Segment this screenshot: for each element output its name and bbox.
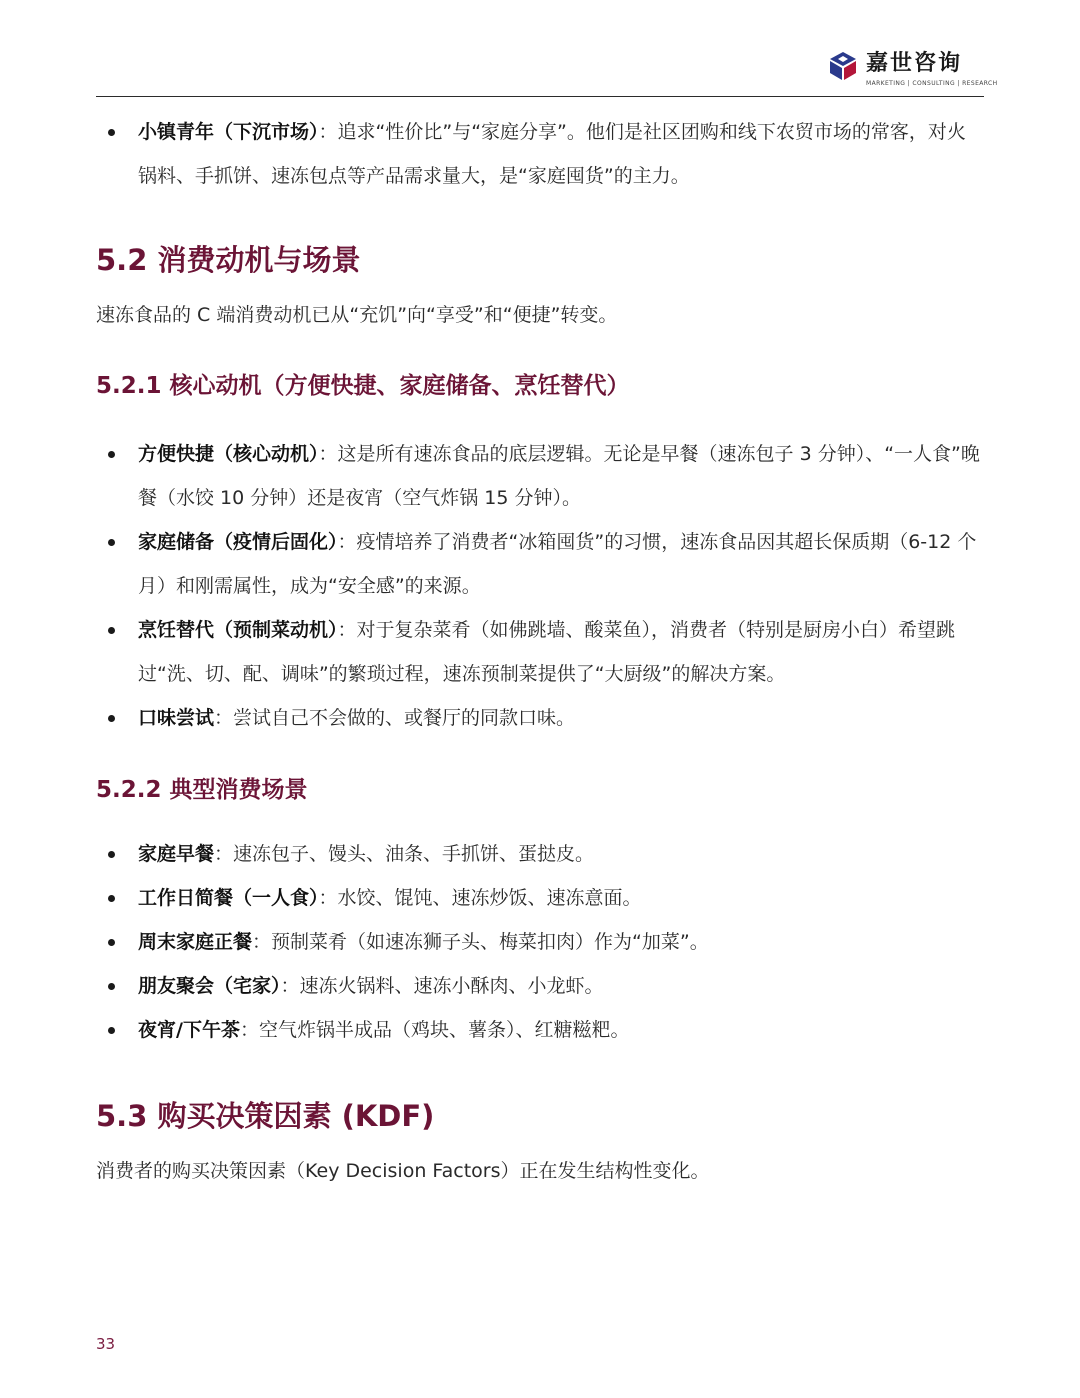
cube-logo-icon [826,50,860,82]
list-item-sep: ： [214,707,234,729]
section-intro-5-2: 速冻食品的 C 端消费动机已从“充饥”向“享受”和“便捷”转变。 [96,304,618,326]
list-item-term: 夜宵/下午茶 [138,1019,240,1041]
bullet-dot [108,939,115,946]
list-item [96,1008,984,1052]
section-title-5-3: 5.3 购买决策因素 (KDF) [96,1099,435,1133]
page-number: 33 [96,1335,116,1353]
page-header [96,40,998,97]
bullet-dot [108,851,115,858]
motivation-bullet-list [96,432,984,740]
section-title-5-2: 5.2 消费动机与场景 [96,243,361,277]
list-item-text: 这是所有速冻食品的底层逻辑。无论是早餐（速冻包子 3 分钟）、“一人食”晚餐（水饺 10 分钟）还是夜宵（空气炸锅 15 分钟）。 [138,443,980,509]
page-content [96,120,984,1186]
intro-bullet-list [96,110,984,198]
list-item-term: 家庭储备（疫情后固化） [138,531,338,553]
list-item-sep: ： [318,887,338,909]
list-item-term: 工作日简餐（一人食） [138,887,319,909]
bullet-dot [108,895,115,902]
list-item-text: 追求“性价比”与“家庭分享”。他们是社区团购和线下农贸市场的常客，对火锅料、手抓饼、速冻包点等产品需求量大，是“家庭囤货”的主力。 [138,121,966,187]
brand-logo [826,46,998,90]
list-item-text: 疫情培养了消费者“冰箱囤货”的习惯，速冻食品因其超长保质期（6-12 个月）和刚需属性，成为“安全感”的来源。 [138,531,977,597]
list-item-term: 方便快捷（核心动机） [138,443,319,465]
list-item [96,432,984,520]
list-item-text: 尝试自己不会做的、或餐厅的同款口味。 [233,707,576,729]
bullet-dot [108,129,115,136]
list-item-sep: ： [252,931,272,953]
bullet-dot [108,451,115,458]
list-item [96,832,984,876]
scenario-bullet-list [96,832,984,1052]
section-title-5-2-1: 5.2.1 核心动机（方便快捷、家庭储备、烹饪替代） [96,373,630,399]
list-item-text: 对于复杂菜肴（如佛跳墙、酸菜鱼），消费者（特别是厨房小白）希望跳过“洗、切、配、调味”的繁琐过程，速冻预制菜提供了“大厨级”的解决方案。 [138,619,956,685]
list-item-term: 周末家庭正餐 [138,931,253,953]
list-item-term: 朋友聚会（宅家） [138,975,281,997]
list-item-sep: ： [318,121,338,143]
section-title-5-2-2: 5.2.2 典型消费场景 [96,777,308,803]
list-item [96,696,984,740]
bullet-dot [108,627,115,634]
list-item [96,608,984,696]
list-item [96,964,984,1008]
bullet-dot [108,983,115,990]
brand-tagline: MARKETING | CONSULTING | RESEARCH [866,80,998,87]
list-item-text: 速冻包子、馒头、油条、手抓饼、蛋挞皮。 [233,843,595,865]
list-item [96,520,984,608]
list-item-term: 烹饪替代（预制菜动机） [138,619,338,641]
list-item [96,920,984,964]
list-item-text: 速冻火锅料、速冻小酥肉、小龙虾。 [299,975,604,997]
section-intro-5-3: 消费者的购买决策因素（Key Decision Factors）正在发生结构性变化。 [96,1160,710,1182]
list-item-sep: ： [337,531,357,553]
list-item-sep: ： [337,619,357,641]
list-item-sep: ： [214,843,234,865]
list-item-text: 预制菜肴（如速冻狮子头、梅菜扣肉）作为“加菜”。 [271,931,709,953]
list-item [96,110,984,198]
list-item [96,876,984,920]
list-item-sep: ： [318,443,338,465]
bullet-dot [108,539,115,546]
bullet-dot [108,1027,115,1034]
list-item-term: 小镇青年（下沉市场） [138,121,319,143]
list-item-term: 口味尝试 [138,707,215,729]
list-item-sep: ： [280,975,300,997]
list-item-text: 空气炸锅半成品（鸡块、薯条）、红糖糍粑。 [258,1019,630,1041]
list-item-term: 家庭早餐 [138,843,215,865]
list-item-sep: ： [239,1019,259,1041]
bullet-dot [108,715,115,722]
brand-name: 嘉世咨询 [866,51,963,76]
list-item-text: 水饺、馄饨、速冻炒饭、速冻意面。 [337,887,642,909]
